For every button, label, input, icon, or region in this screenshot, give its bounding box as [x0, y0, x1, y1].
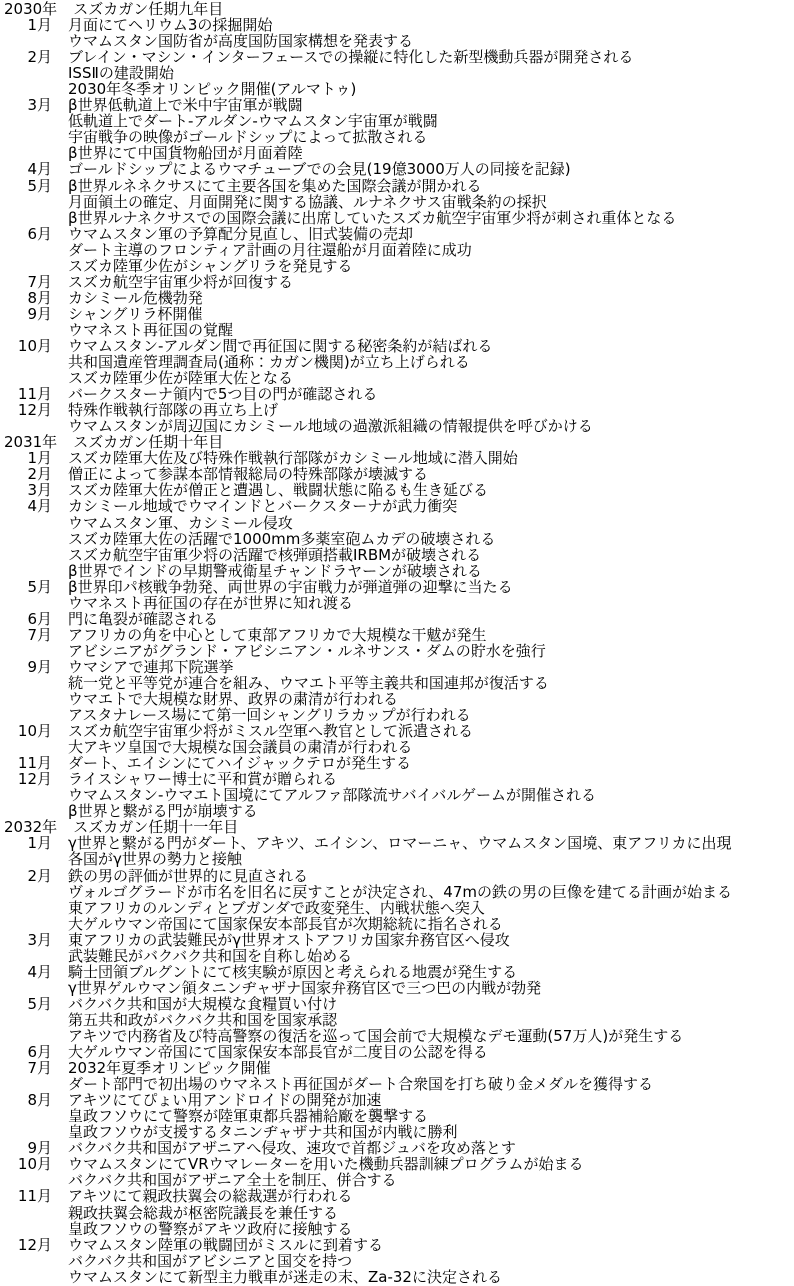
event-row — [0, 1221, 794, 1237]
month-label: 12月 — [17, 770, 52, 789]
event-row — [0, 178, 794, 194]
event-text: β世界ルネネクサスにて主要各国を集めた国際会議が開かれる — [68, 176, 482, 195]
month-label: 6月 — [27, 1043, 52, 1062]
event-text: 親政扶翼会総裁が枢密院議長を兼任する — [68, 1203, 339, 1222]
event-text: 門に亀裂が確認される — [68, 609, 219, 628]
event-text: スズカ航空宇宙軍少将が回復する — [68, 272, 294, 291]
event-row — [0, 1188, 794, 1204]
event-row — [0, 450, 794, 466]
event-row — [0, 563, 794, 579]
event-text: アフリカの角を中心として東部アフリカで大規模な干魃が発生 — [68, 625, 487, 644]
month-label: 8月 — [27, 288, 52, 307]
event-row — [0, 884, 794, 900]
month-label: 2月 — [27, 866, 52, 885]
month-label: 6月 — [27, 609, 52, 628]
event-row — [0, 851, 794, 867]
event-text: 東アフリカのルンディとブガンダで政変発生、内戦状態へ突入 — [68, 898, 485, 917]
event-row — [0, 643, 794, 659]
event-text: ウマシアで連邦下院選挙 — [68, 657, 234, 676]
event-text: アビシニアがグランド・アビシニアン・ルネサンス・ダムの貯水を強行 — [68, 641, 546, 660]
event-text: 東アフリカの武装難民がγ世界オストアフリカ国家弁務官区へ侵攻 — [68, 930, 510, 949]
event-text: 僧正によって参謀本部情報総局の特殊部隊が壊滅する — [68, 465, 429, 484]
event-text: 騎士団領ブルグントにて核実験が原因と考えられる地震が発生する — [68, 962, 518, 981]
month-label: 10月 — [17, 722, 52, 741]
event-row — [0, 498, 794, 514]
year-title: スズカガン任期十年目 — [73, 433, 224, 452]
event-text: ウマムスタン-ウマエト国境にてアルファ部隊流サバイバルゲームが開催される — [68, 786, 597, 805]
month-label: 9月 — [27, 304, 52, 323]
event-row — [0, 370, 794, 386]
event-row — [0, 338, 794, 354]
month-label: 9月 — [27, 657, 52, 676]
event-row — [0, 547, 794, 563]
event-text: 2030年冬季オリンピック開催(アルマトゥ) — [68, 80, 357, 99]
event-row — [0, 274, 794, 290]
month-label: 3月 — [27, 930, 52, 949]
month-label: 10月 — [17, 1155, 52, 1174]
month-label: 2月 — [27, 465, 52, 484]
event-text: ウマネスト再征国の覚醒 — [68, 320, 234, 339]
event-text: アキツにてぴょい用アンドロイドの開発が加速 — [68, 1091, 382, 1110]
event-row — [0, 242, 794, 258]
event-row — [0, 900, 794, 916]
event-row — [0, 386, 794, 402]
month-label: 3月 — [27, 96, 52, 115]
event-row — [0, 771, 794, 787]
event-row — [0, 113, 794, 129]
event-text: スズカ陸軍少佐が陸軍大佐となる — [68, 369, 294, 388]
event-text: スズカ陸軍大佐及び特殊作戦執行部隊がカシミール地域に潜入開始 — [68, 449, 518, 468]
month-label: 12月 — [17, 1235, 52, 1254]
year-label: 2030年 — [4, 0, 58, 18]
event-row — [0, 81, 794, 97]
event-text: 月面領土の確定、月面開発に関する協議、ルナネクサス宙戦条約の採択 — [68, 192, 547, 211]
event-row — [0, 402, 794, 418]
event-text: 2032年夏季オリンピック開催 — [68, 1059, 271, 1078]
month-label: 7月 — [27, 272, 52, 291]
event-text: バクバク共和国がアビシニアと国交を持つ — [68, 1251, 353, 1270]
event-text: ウマムスタン-アルダン間で再征国に関する秘密条約が結ばれる — [68, 336, 493, 355]
event-text: 皇政フソウが支援するタニンヂャザナ共和国が内戦に勝利 — [68, 1123, 458, 1142]
event-row — [0, 611, 794, 627]
event-text: 特殊作戦執行部隊の再立ち上げ — [68, 401, 279, 420]
month-label: 4月 — [27, 160, 52, 179]
event-row — [0, 210, 794, 226]
event-text: 共和国遺産管理調査局(通称：カガン機関)が立ち上げられる — [68, 353, 470, 372]
event-text: アスタナレース場にて第一回シャングリラカップが行われる — [68, 706, 471, 725]
event-text: γ世界と繋がる門がダート、アキツ、エイシン、ロマーニャ、ウマムスタン国境、東アフリカに出現 — [68, 834, 732, 853]
event-text: 低軌道上でダート-アルダン-ウマムスタン宇宙軍が戦闘 — [68, 112, 438, 131]
event-row — [0, 322, 794, 338]
event-row — [0, 707, 794, 723]
event-text: バクバク共和国がアザニアへ侵攻、速攻で首都ジュバを攻め落とす — [68, 1139, 516, 1158]
event-row — [0, 755, 794, 771]
event-row — [0, 466, 794, 482]
event-text: スズカ陸軍少佐がシャングリラを発見する — [68, 256, 353, 275]
event-row — [0, 787, 794, 803]
event-row — [0, 595, 794, 611]
event-text: 皇政フソウにて警察が陸軍東都兵器補給廠を襲撃する — [68, 1107, 429, 1126]
event-text: β世界にて中国貨物船団が月面着陸 — [68, 144, 303, 163]
event-row — [0, 97, 794, 113]
month-label: 7月 — [27, 1059, 52, 1078]
year-row — [0, 819, 794, 835]
event-text: スズカ航空宇宙軍少将の活躍で核弾頭搭載IRBMが破壊される — [68, 545, 482, 564]
event-text: β世界と繋がる門が崩壊する — [68, 802, 258, 821]
event-text: 大ゲルウマン帝国にて国家保安本部長官が二度目の公認を得る — [68, 1043, 488, 1062]
event-text: 第五共和政がバクバク共和国を国家承認 — [68, 1010, 338, 1029]
month-label: 1月 — [27, 449, 52, 468]
event-row — [0, 145, 794, 161]
event-text: ウマムスタン軍の予算配分見直し、旧式装備の売却 — [68, 224, 414, 243]
event-row — [0, 1140, 794, 1156]
event-text: スズカ航空宇宙軍少将がミスル空軍へ教官として派遣される — [68, 722, 474, 741]
event-text: ウマムスタンにてVRウマレーターを用いた機動兵器訓練プログラムが始まる — [68, 1155, 584, 1174]
event-text: ヴォルゴグラードが市名を旧名に戻すことが決定され、47mの鉄の男の巨像を建てる計画が始まる — [68, 882, 733, 901]
year-title: スズカガン任期十一年目 — [73, 818, 239, 837]
event-row — [0, 803, 794, 819]
event-row — [0, 1028, 794, 1044]
event-text: 統一党と平等党が連合を組み、ウマエト平等主義共和国連邦が復活する — [68, 673, 549, 692]
event-text: カシミール危機勃発 — [68, 288, 203, 307]
event-row — [0, 194, 794, 210]
month-label: 3月 — [27, 481, 52, 500]
event-row — [0, 1092, 794, 1108]
event-text: ダート、エイシンにてハイジャックテロが発生する — [68, 754, 411, 773]
event-text: β世界印パ核戦争勃発、両世界の宇宙戦力が弾道弾の迎撃に当たる — [68, 577, 513, 596]
event-text: 皇政フソウの警察がアキツ政府に接触する — [68, 1219, 353, 1238]
event-text: アキツにて親政扶翼会の総裁選が行われる — [68, 1187, 353, 1206]
event-text: ISSⅡの建設開始 — [68, 64, 174, 83]
event-text: カシミール地域でウマインドとバークスターナが武力衝突 — [68, 497, 458, 516]
event-row — [0, 739, 794, 755]
event-text: ダート部門で初出場のウマネスト再征国がダート合衆国を打ち破り金メダルを獲得する — [68, 1075, 654, 1094]
event-row — [0, 1205, 794, 1221]
event-text: シャングリラ杯開催 — [68, 304, 203, 323]
year-label: 2031年 — [4, 433, 58, 452]
event-text: ウマネスト再征国の存在が世界に知れ渡る — [68, 593, 354, 612]
event-text: 武装難民がバクバク共和国を自称し始める — [68, 946, 353, 965]
year-row — [0, 1, 794, 17]
event-text: β世界でインドの早期警戒衛星チャンドラヤーンが破壊される — [68, 561, 482, 580]
event-text: 各国がγ世界の勢力と接触 — [68, 850, 242, 869]
event-row — [0, 1108, 794, 1124]
event-text: アキツで内務省及び特高警察の復活を巡って国会前で大規模なデモ運動(57万人)が発生する — [68, 1027, 684, 1045]
event-text: バクバク共和国が大規模な食糧買い付け — [68, 994, 338, 1013]
event-row — [0, 1253, 794, 1269]
event-text: ウマムスタンが周辺国にカシミール地域の過激派組織の情報提供を呼びかける — [68, 417, 593, 436]
event-text: 大ゲルウマン帝国にて国家保安本部長官が次期総統に指名される — [68, 914, 503, 933]
event-row — [0, 482, 794, 498]
event-text: ウマエトで大規模な財界、政界の粛清が行われる — [68, 690, 399, 709]
event-row — [0, 1172, 794, 1188]
month-label: 11月 — [17, 754, 52, 773]
month-label: 8月 — [27, 1091, 52, 1110]
event-row — [0, 1076, 794, 1092]
event-row — [0, 659, 794, 675]
event-text: ウマムスタン軍、カシミール侵攻 — [68, 513, 293, 532]
month-label: 11月 — [17, 385, 52, 404]
event-row — [0, 835, 794, 851]
year-row — [0, 434, 794, 450]
event-text: ウマムスタン陸軍の戦闘団がミスルに到着する — [68, 1235, 384, 1254]
event-row — [0, 49, 794, 65]
event-text: β世界低軌道上で米中宇宙軍が戦闘 — [68, 96, 303, 115]
event-text: ブレイン・マシン・インターフェースでの操縦に特化した新型機動兵器が開発される — [68, 48, 634, 67]
event-row — [0, 17, 794, 33]
event-row — [0, 1060, 794, 1076]
event-text: バークスターナ領内で5つ目の門が確認される — [68, 385, 378, 404]
month-label: 4月 — [27, 497, 52, 516]
month-label: 5月 — [27, 577, 52, 596]
event-row — [0, 627, 794, 643]
event-row — [0, 948, 794, 964]
event-text: スズカ陸軍大佐の活躍で1000mm多薬室砲ムカデの破壊される — [68, 529, 496, 548]
event-text: 宇宙戦争の映像がゴールドシップによって拡散される — [68, 128, 428, 147]
event-row — [0, 418, 794, 434]
event-row — [0, 723, 794, 739]
month-label: 1月 — [27, 16, 52, 35]
event-text: ウマムスタン国防省が高度国防国家構想を発表する — [68, 32, 414, 51]
event-row — [0, 33, 794, 49]
month-label: 5月 — [27, 176, 52, 195]
month-label: 5月 — [27, 994, 52, 1013]
event-row — [0, 161, 794, 177]
event-text: γ世界ゲルウマン領タニンヂャザナ国家弁務官区で三つ巴の内戦が勃発 — [68, 978, 542, 997]
month-label: 12月 — [17, 401, 52, 420]
event-row — [0, 1237, 794, 1253]
event-row — [0, 1269, 794, 1285]
event-row — [0, 579, 794, 595]
month-label: 2月 — [27, 48, 52, 67]
event-text: 月面にてヘリウム3の採掘開始 — [68, 16, 273, 35]
year-label: 2032年 — [4, 818, 58, 837]
month-label: 1月 — [27, 834, 52, 853]
event-text: 大アキツ皇国で大規模な国会議員の粛清が行われる — [68, 738, 413, 757]
year-title: スズカガン任期九年目 — [73, 0, 224, 18]
event-row — [0, 932, 794, 948]
event-row — [0, 675, 794, 691]
event-text: ゴールドシップによるウマチューブでの会見(19億3000万人の同接を記録) — [68, 160, 571, 179]
event-row — [0, 1044, 794, 1060]
event-text: バクバク共和国がアザニア全土を制圧、併合する — [68, 1171, 397, 1190]
event-text: ダート主導のフロンティア計画の月往還船が月面着陸に成功 — [68, 240, 472, 259]
month-label: 4月 — [27, 962, 52, 981]
event-text: 鉄の男の評価が世界的に見直される — [68, 866, 309, 885]
event-row — [0, 916, 794, 932]
event-row — [0, 65, 794, 81]
event-row — [0, 1124, 794, 1140]
event-row — [0, 964, 794, 980]
event-row — [0, 1012, 794, 1028]
event-row — [0, 306, 794, 322]
month-label: 10月 — [17, 336, 52, 355]
month-label: 11月 — [17, 1187, 52, 1206]
month-label: 9月 — [27, 1139, 52, 1158]
event-row — [0, 868, 794, 884]
event-row — [0, 129, 794, 145]
event-row — [0, 691, 794, 707]
month-label: 7月 — [27, 625, 52, 644]
event-text: ライスシャワー博士に平和賞が贈られる — [68, 770, 338, 789]
event-row — [0, 515, 794, 531]
event-row — [0, 226, 794, 242]
event-row — [0, 1156, 794, 1172]
event-row — [0, 258, 794, 274]
event-row — [0, 290, 794, 306]
event-row — [0, 354, 794, 370]
event-text: ウマムスタンにて新型主力戦車が迷走の末、Za-32に決定される — [68, 1267, 502, 1286]
event-row — [0, 531, 794, 547]
event-text: スズカ陸軍大佐が僧正と遭遇し、戦闘状態に陥るも生き延びる — [68, 481, 489, 500]
event-row — [0, 996, 794, 1012]
event-text: β世界ルナネクサスでの国際会議に出席していたスズカ航空宇宙軍少将が刺され重体となる — [68, 208, 677, 227]
month-label: 6月 — [27, 224, 52, 243]
event-row — [0, 980, 794, 996]
